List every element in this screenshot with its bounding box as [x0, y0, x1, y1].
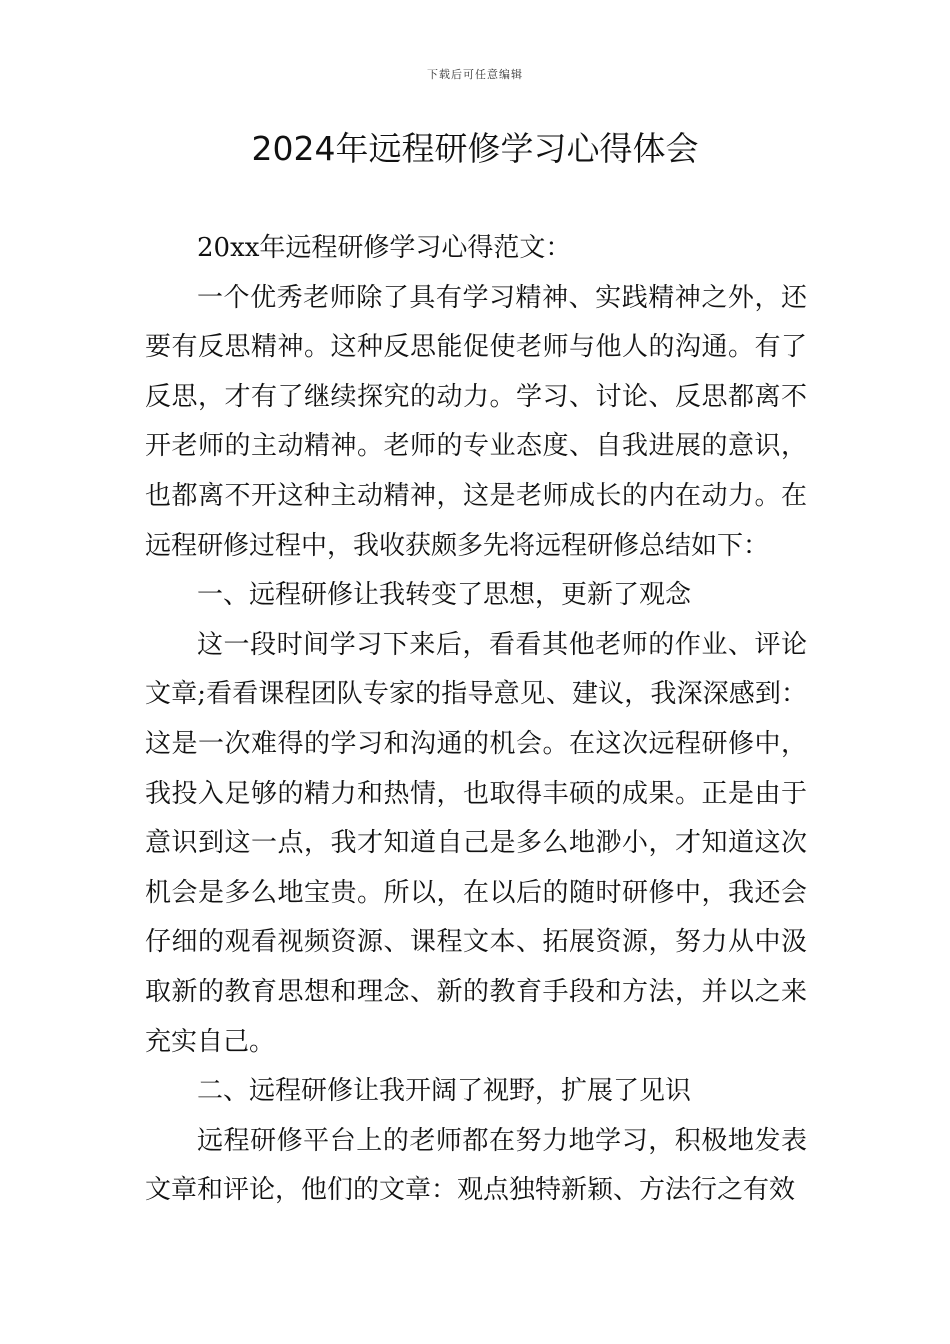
- section-heading-2: 二、远程研修让我开阔了视野，扩展了见识: [197, 1076, 692, 1107]
- paragraph-intro: 20xx年远程研修学习心得范文：: [197, 233, 572, 263]
- paragraph: 一个优秀老师除了具有学习精神、实践精神之外，还要有反思精神。这种反思能促使老师与他人的沟通。有了反思，才有了继续探究的动力。学习、讨论、反思都离不开老师的主动精神。老师的专业态度、自我进展的意识，也都离不开这种主动精神，这是老师成长的内在动力。在远程研修过程中，我收获颇多先将远程研修总结如下：: [145, 282, 807, 561]
- paragraph: 这一段时间学习下来后，看看其他老师的作业、评论文章;看看课程团队专家的指导意见、建议，我深深感到：这是一次难得的学习和沟通的机会。在这次远程研修中，我投入足够的精力和热情，也取得丰硕的成果。正是由于意识到这一点，我才知道自己是多么地渺小，才知道这次机会是多么地宝贵。所以，在以后的随时研修中，我还会仔细的观看视频资源、课程文本、拓展资源，努力从中汲取新的教育思想和理念、新的教育手段和方法，并以之来充实自己。: [145, 629, 807, 1057]
- header-note: 下载后可任意编辑: [427, 68, 523, 81]
- paragraph: 远程研修平台上的老师都在努力地学习，积极地发表文章和评论，他们的文章：观点独特新颖、方法行之有效: [145, 1125, 807, 1206]
- section-heading-1: 一、远程研修让我转变了思想，更新了观念: [197, 580, 692, 611]
- document-body: [145, 224, 807, 1216]
- document-title: 2024年远程研修学习心得体会: [251, 129, 699, 168]
